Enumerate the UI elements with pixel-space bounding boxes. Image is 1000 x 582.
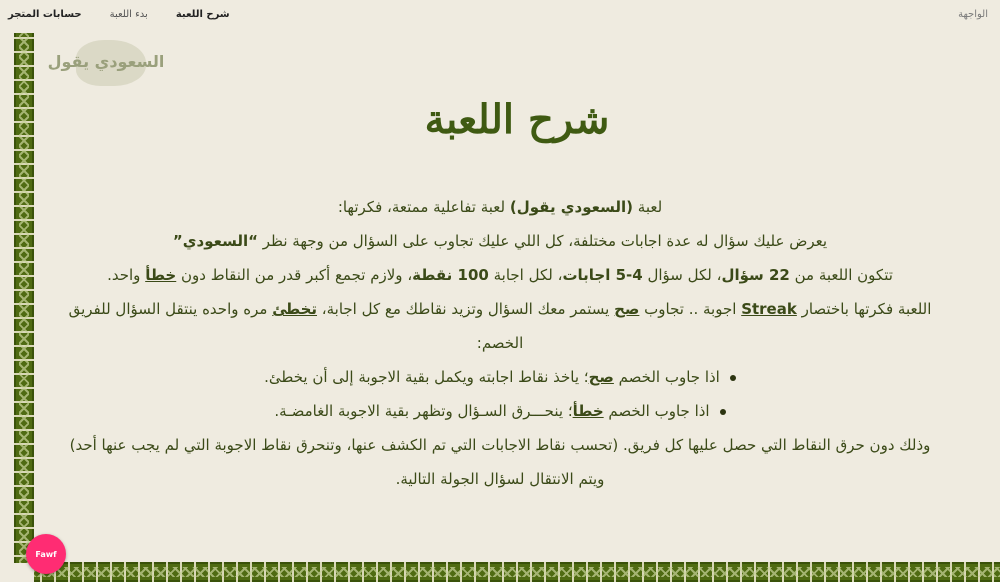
bullet2-c: ؛ ينحـــرق السـؤال وتظهر بقية الاجوبة الغامضـة. [274, 402, 573, 420]
decorative-border-left [14, 33, 34, 563]
nav-home[interactable]: الواجهة [958, 8, 988, 20]
list-item [60, 394, 940, 428]
line4-f: تخطئ [272, 300, 318, 318]
floating-badge[interactable]: Fawf [26, 534, 66, 574]
top-nav-right [958, 0, 988, 28]
bullet1-c: ؛ ياخذ نقاط اجابته ويكمل بقية الاجوبة إلى أن يخطئ. [264, 368, 589, 386]
line3-f: 100 نقطة [412, 266, 489, 284]
line-3 [60, 258, 940, 292]
nav-start-game[interactable]: بدء اللعبة [109, 8, 148, 20]
rules-list [60, 360, 940, 428]
line3-i: واحد. [107, 266, 146, 284]
bullet1-a: اذا جاوب الخصم [613, 368, 720, 386]
line4-a: اللعبة فكرتها باختصار [796, 300, 932, 318]
line-2 [60, 224, 940, 258]
line4-g: مره واحده ينتقل السؤال للفريق الخصم: [68, 300, 524, 352]
intro-pre: لعبة [633, 198, 663, 216]
line3-e: ، لكل اجابة [488, 266, 563, 284]
nav-store-accounts[interactable]: حسابات المتجر [8, 8, 82, 20]
decorative-border-bottom [34, 562, 1000, 582]
line3-d: 4-5 اجابات [562, 266, 643, 284]
nav-game-explanation[interactable]: شرح اللعبة [175, 8, 230, 20]
rules-content [60, 190, 940, 496]
bullet-icon [720, 409, 726, 415]
intro-post: لعبة تفاعلية ممتعة، فكرتها: [337, 198, 510, 216]
list-item [60, 360, 940, 394]
intro-line [60, 190, 940, 224]
bullet2-a: اذا جاوب الخصم [603, 402, 710, 420]
intro-bold: (السعودي يقول) [509, 198, 634, 216]
closing-line: وذلك دون حرق النقاط التي حصل عليها كل فريق. (تحسب نقاط الاجابات التي تم الكشف عنها، وتنحرق نقاط الاجوبة التي لم يجب عنها أحد) ويتم الانتقال لسؤال الجولة التالية. [69, 436, 931, 488]
bullet2-b: خطأ [572, 402, 604, 420]
line3-b: 22 سؤال [721, 266, 790, 284]
bullet-icon [730, 375, 736, 381]
line4-d: صح [614, 300, 640, 318]
line3-c: ، لكل سؤال [642, 266, 722, 284]
line4-b: Streak [741, 300, 797, 318]
bullet1-b: صح [588, 368, 614, 386]
line-4 [60, 292, 940, 360]
page-title: شرح اللعبة [424, 96, 610, 143]
logo-text: السعودي يقول [47, 52, 165, 71]
line2-bold: “السعودي” [172, 232, 258, 250]
line3-g: ، ولازم تجمع أكبر قدر من النقاط دون [176, 266, 413, 284]
line3-h: خطأ [145, 266, 177, 284]
line4-e: يستمر معك السؤال وتزيد نقاطك مع كل اجابة، [317, 300, 615, 318]
line4-c: اجوبة .. تجاوب [639, 300, 742, 318]
logo [46, 40, 166, 88]
line2-pre: يعرض عليك سؤال له عدة اجابات مختلفة، كل اللي عليك تجاوب على السؤال من وجهة نظر [258, 232, 828, 250]
top-nav-left [0, 0, 230, 28]
line3-a: تتكون اللعبة من [789, 266, 893, 284]
